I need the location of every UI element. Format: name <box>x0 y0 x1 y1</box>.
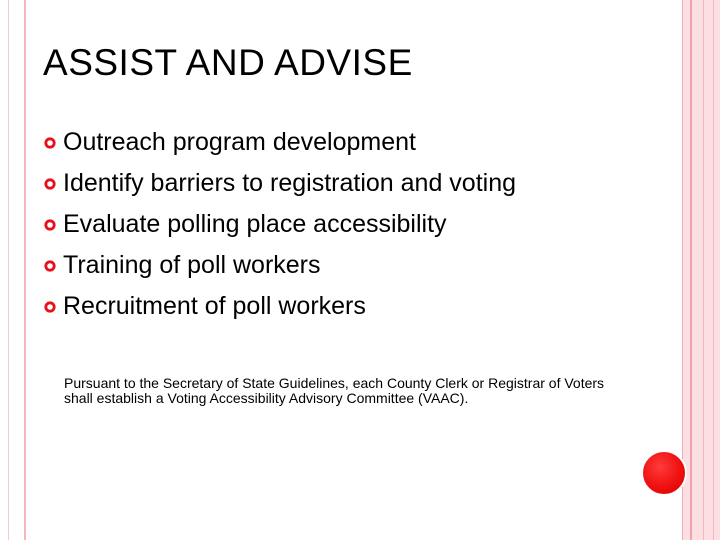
bullet-text: Outreach program development <box>63 128 416 156</box>
ring-bullet-icon <box>44 219 56 231</box>
red-circle-decoration <box>641 450 687 496</box>
bullet-item <box>44 163 516 204</box>
bullet-text: Training of poll workers <box>63 251 321 279</box>
ring-bullet-icon <box>44 137 56 149</box>
ring-bullet-icon <box>44 260 56 272</box>
bullet-text: Evaluate polling place accessibility <box>63 210 447 238</box>
bullet-item <box>44 204 516 245</box>
left-border-decoration <box>0 0 26 540</box>
ring-bullet-icon <box>44 178 56 190</box>
title-rest: SSIST AND ADVISE <box>68 42 413 83</box>
bullet-item <box>44 286 516 327</box>
bullet-item <box>44 245 516 286</box>
ring-bullet-icon <box>44 301 56 313</box>
bullet-item <box>44 122 516 163</box>
footnote-text: Pursuant to the Secretary of State Guidelines, each County Clerk or Registrar of Voters shall establish a Voting Accessibility Advisory Committee (VAAC). <box>64 375 605 406</box>
bullet-text: Identify barriers to registration and voting <box>63 169 517 197</box>
bullet-text: Recruitment of poll workers <box>63 292 366 320</box>
slide-title <box>43 40 413 86</box>
bullet-list <box>44 122 516 327</box>
right-border-decoration <box>682 0 720 540</box>
title-first-letter: A <box>43 42 69 83</box>
